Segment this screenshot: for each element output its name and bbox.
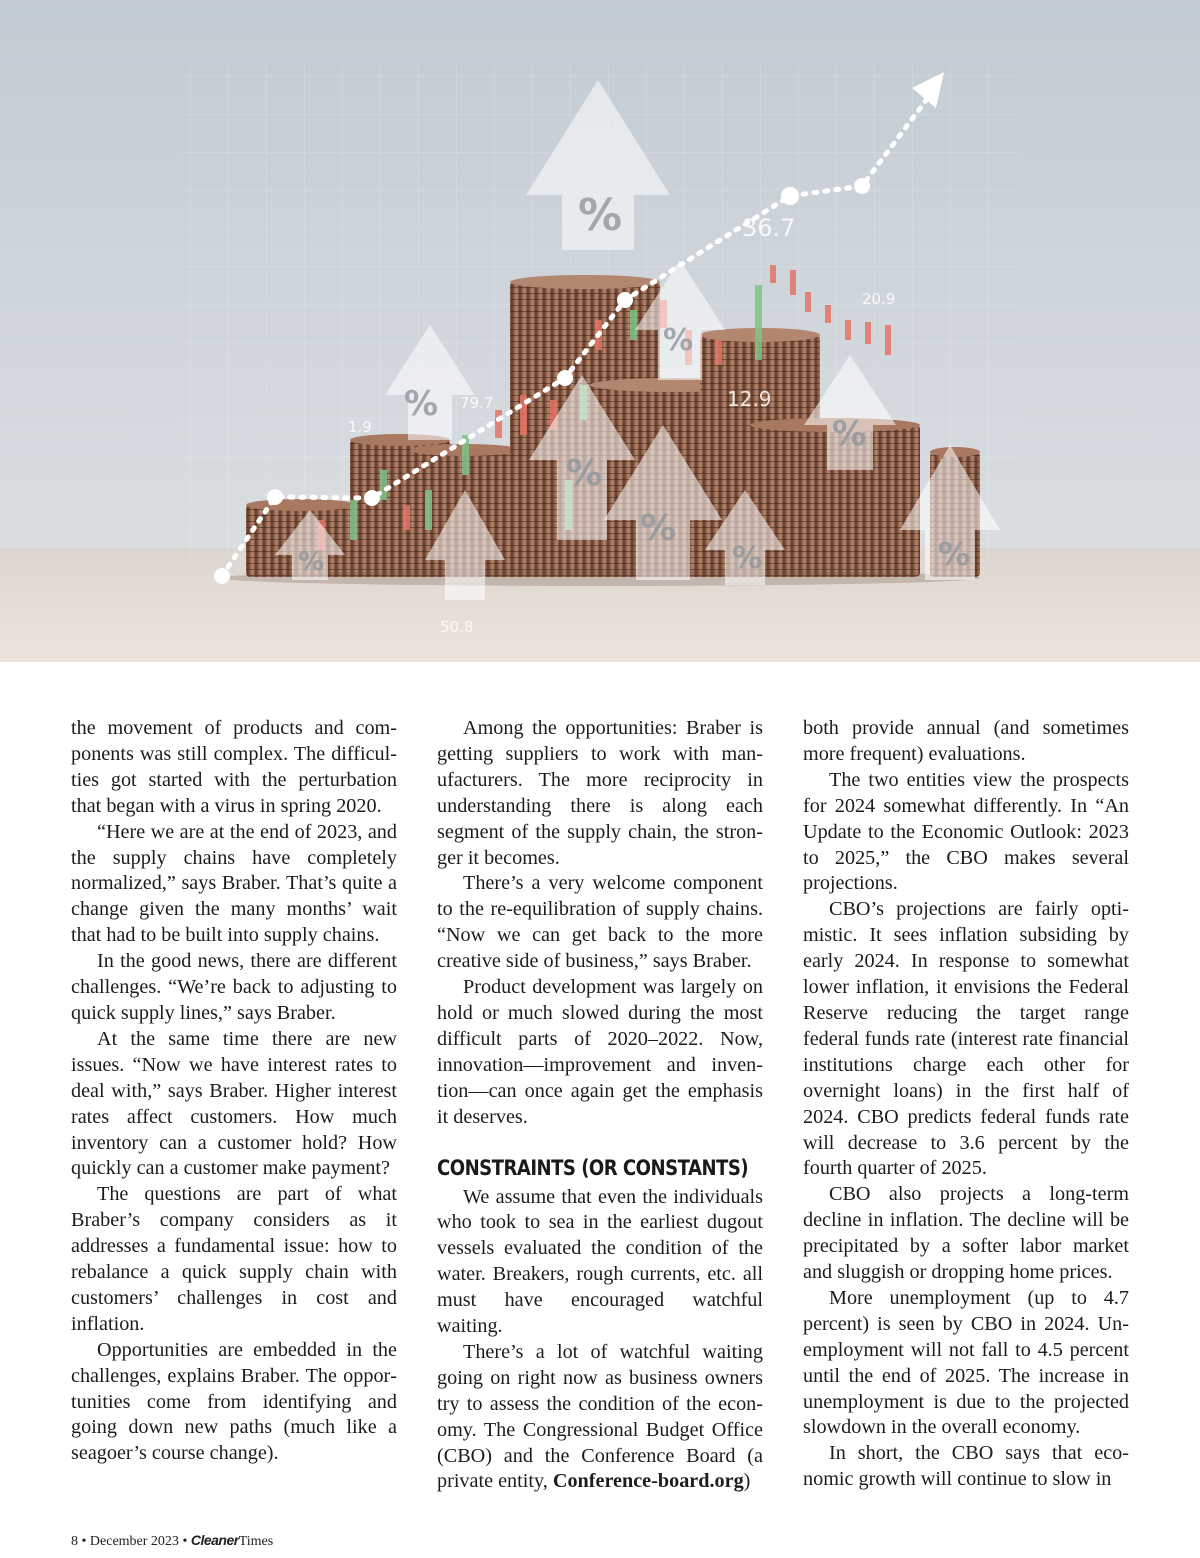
paragraph: In the good news, there are different challenges. “We’re back to adjusting to quick supply lines,” says Braber.	[71, 950, 397, 1024]
svg-text:%: %	[566, 453, 603, 494]
svg-text:%: %	[832, 414, 867, 454]
paragraph-text: )	[743, 1470, 751, 1493]
publication-name-part1: Cleaner	[190, 1532, 239, 1548]
column-3	[803, 716, 1129, 1493]
paragraph: More unemployment (up to 4.7 percent) is seen by CBO in 2024. Unemployment will not fall to 4.5 percent until the end of 2025. The increase in unemployment is due to the projected slowdown in the overall economy.	[803, 1286, 1129, 1439]
page-number: 8	[71, 1534, 78, 1549]
paragraph: CBO’s projections are fairly optimistic. It sees inflation subsiding by early 2024. In response to somewhat lower inflation, it envisions the Federal Reserve reducing the target range federal funds rate (interest rate financial institutions charge each other for overnight loans) in the first half of 2024. CBO predicts federal funds rate will decrease to 3.6 percent by the fourth quarter of 2025.	[803, 898, 1129, 1180]
separator: •	[81, 1534, 87, 1549]
svg-text:50.8: 50.8	[440, 618, 474, 636]
paragraph: both provide annual (and sometimes more frequent) evaluations.	[803, 717, 1129, 765]
conference-board-link-text: Conference-board.org	[552, 1470, 744, 1493]
paragraph: “Here we are at the end of 2023, and the supply chains have completely normalized,” says Braber. That’s quite a change given the many months’ wait that had to be built into supply chains.	[71, 820, 397, 947]
paragraph: There’s a very welcome component to the re-equilibration of supply chains. “Now we can get back to the more creative side of business,” says Braber.	[437, 872, 763, 973]
svg-text:%: %	[663, 323, 694, 358]
column-2	[437, 716, 763, 1495]
coins-growth-illustration	[0, 0, 1200, 662]
svg-text:20.9: 20.9	[862, 290, 896, 308]
svg-text:12.9: 12.9	[727, 387, 772, 411]
svg-text:%: %	[732, 541, 763, 576]
paragraph: The questions are part of what Braber’s company considers as it addresses a fundamental issue: how to rebalance a quick supply chain with customers’ challenges in cost and inflation.	[71, 1183, 397, 1335]
paragraph-text: There’s a lot of watchful waiting going on right now as business owners try to assess the condition of the economy. The Congressional Budget Office (CBO) and the Conference Board (a private entity,	[437, 1340, 763, 1493]
hero-image	[0, 0, 1200, 662]
publication-name-part2: Times	[238, 1534, 274, 1549]
section-heading: CONSTRAINTS (OR CONSTANTS)	[437, 1155, 749, 1180]
paragraph: CBO also projects a long-term decline in inflation. The decline will be precipitated by a softer labor market and sluggish or dropping home prices.	[803, 1183, 1129, 1284]
column-1	[71, 716, 397, 1467]
svg-text:%: %	[578, 190, 623, 241]
paragraph: At the same time there are new issues. “Now we have interest rates to deal with,” says Braber. Higher interest rates affect customers. How much inventory can a customer hold? How quickly can a customer make payment?	[71, 1027, 397, 1180]
svg-text:79.7: 79.7	[460, 394, 494, 412]
paragraph: Product development was largely on hold or much slowed during the most difficult parts of 2020–2022. Now, innovation—improvement and invention—can once again get the emphasis it deserves.	[437, 976, 763, 1128]
paragraph: The two entities view the prospects for 2024 somewhat differently. In “An Update to the Economic Outlook: 2023 to 2025,” the CBO makes several projections.	[803, 768, 1129, 895]
svg-text:36.7: 36.7	[742, 214, 796, 242]
svg-text:1.9: 1.9	[348, 418, 372, 436]
paragraph	[437, 1340, 763, 1495]
issue-date: December 2023	[89, 1534, 179, 1549]
svg-text:%: %	[404, 384, 439, 424]
svg-text:%: %	[298, 547, 325, 577]
page-footer	[71, 1532, 273, 1550]
svg-text:%: %	[938, 535, 971, 573]
paragraph: the movement of products and components was still complex. The difficulties got started with the perturbation that began with a virus in spring 2020.	[71, 717, 397, 817]
paragraph: Opportunities are embedded in the challenges, explains Braber. The opportunities come from identifying and going down new paths (much like a seagoer’s course change).	[71, 1338, 397, 1465]
paragraph: We assume that even the individuals who took to sea in the earliest dugout vessels evaluated the condition of the water. Breakers, rough currents, etc. all must have encouraged watchful waiting.	[437, 1185, 763, 1338]
separator: •	[182, 1534, 188, 1549]
paragraph: In short, the CBO says that economic growth will continue to slow in	[803, 1442, 1129, 1491]
svg-text:%: %	[640, 508, 677, 549]
paragraph: Among the opportunities: Braber is getting suppliers to work with manufacturers. The more reciprocity in understanding there is along each segment of the supply chain, the stronger it becomes.	[437, 717, 763, 869]
